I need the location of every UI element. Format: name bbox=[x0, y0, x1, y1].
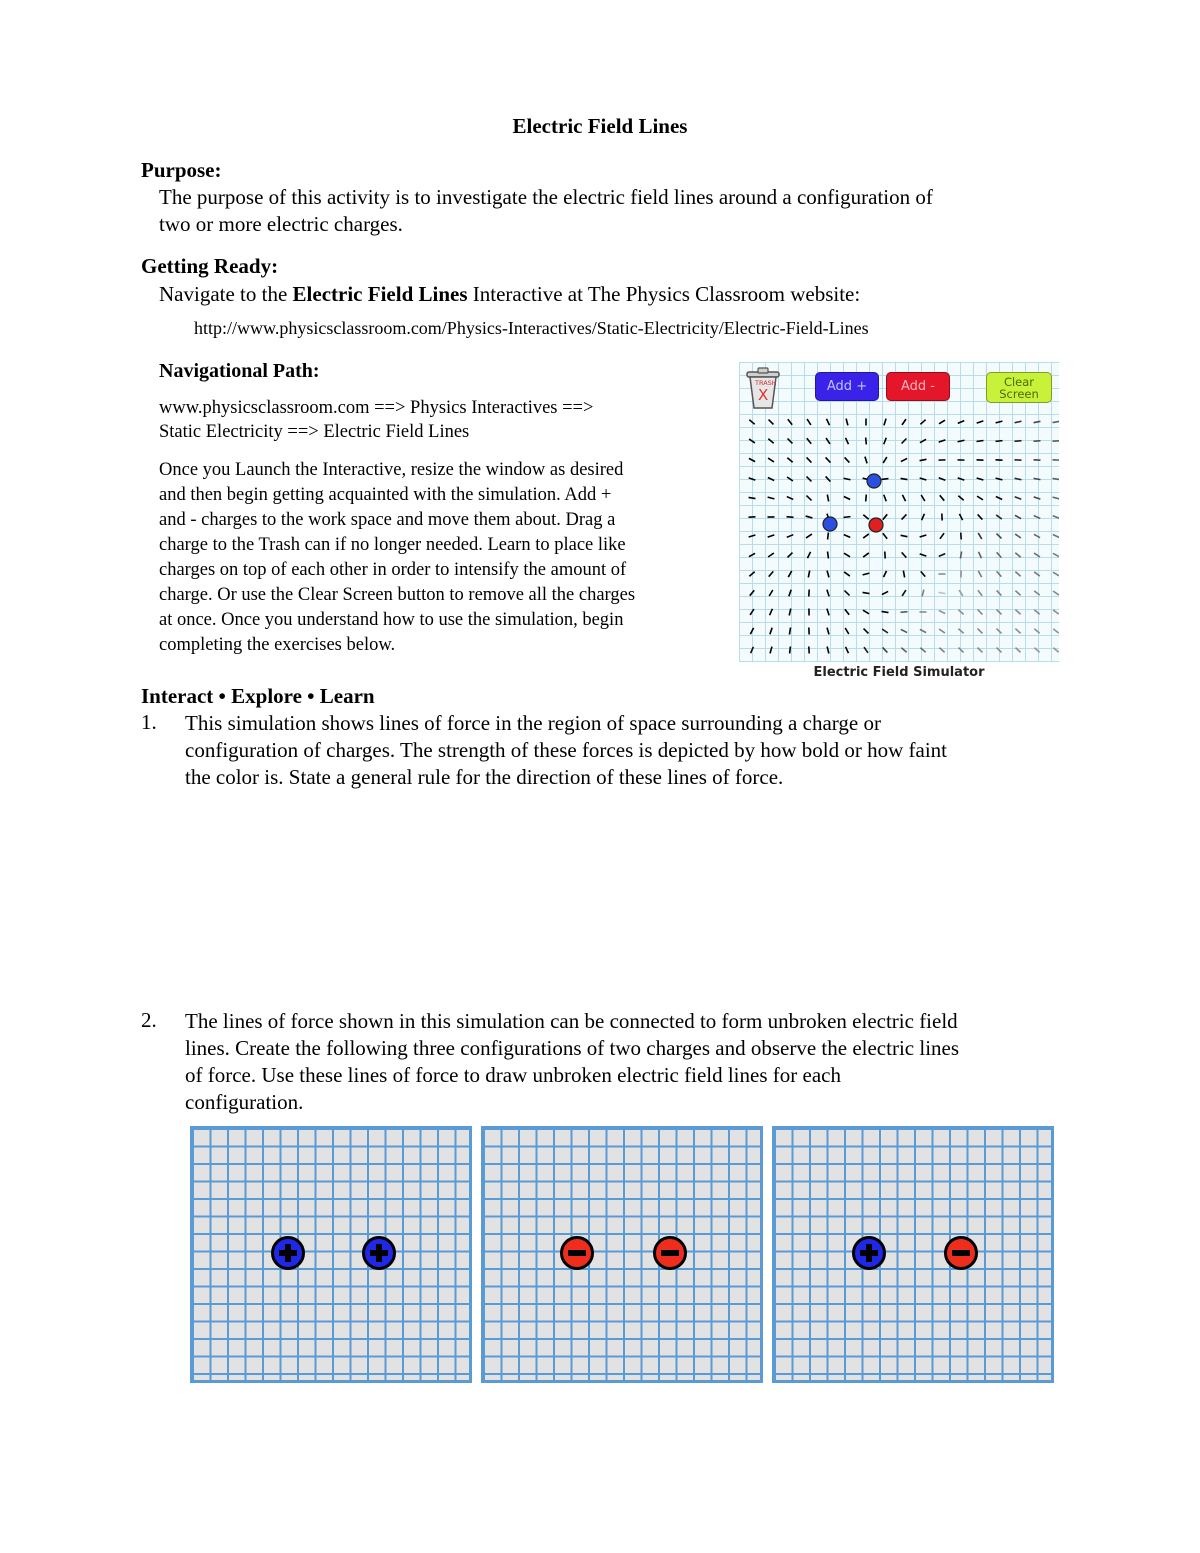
field-arrow bbox=[883, 514, 887, 519]
simulator-caption: Electric Field Simulator bbox=[813, 665, 985, 680]
field-arrow bbox=[920, 420, 925, 425]
field-arrow bbox=[827, 647, 829, 654]
question-line: The lines of force shown in this simulation can be connected to form unbroken electric field bbox=[185, 1009, 958, 1033]
section-heading: Interact • Explore • Learn bbox=[141, 684, 375, 708]
field-arrow bbox=[768, 553, 774, 557]
field-arrow bbox=[996, 441, 1003, 442]
config-grid-negative-negative bbox=[481, 1126, 763, 1383]
field-arrow bbox=[939, 478, 946, 480]
field-arrow bbox=[940, 533, 944, 539]
field-arrow bbox=[1015, 629, 1020, 634]
field-arrow bbox=[939, 440, 946, 442]
field-arrow bbox=[1034, 421, 1041, 422]
field-arrow bbox=[787, 535, 793, 538]
field-arrow bbox=[864, 629, 869, 634]
field-arrow bbox=[863, 553, 869, 557]
field-arrow bbox=[903, 571, 904, 578]
field-arrow bbox=[863, 592, 870, 593]
field-arrow bbox=[827, 590, 829, 597]
trash-can-icon bbox=[741, 366, 785, 410]
field-arrow bbox=[826, 457, 831, 462]
field-arrow bbox=[958, 440, 965, 442]
field-arrow bbox=[979, 552, 982, 558]
field-arrow bbox=[806, 534, 812, 538]
field-arrow bbox=[770, 609, 773, 615]
field-arrow bbox=[901, 629, 907, 632]
field-arrow bbox=[1034, 572, 1040, 576]
instruction-line: and - charges to the work space and move them about. Drag a bbox=[159, 510, 616, 530]
intro-text-before: Navigate to the bbox=[159, 282, 293, 306]
field-arrow bbox=[920, 478, 927, 480]
field-arrow bbox=[997, 571, 1002, 576]
field-arrow bbox=[882, 479, 889, 480]
field-arrow bbox=[1015, 515, 1021, 518]
instruction-line: Once you Launch the Interactive, resize the window as desired bbox=[159, 460, 624, 480]
field-arrow bbox=[788, 553, 793, 558]
field-arrows bbox=[739, 362, 1059, 662]
field-arrow bbox=[958, 496, 963, 501]
field-arrow bbox=[827, 419, 830, 425]
instruction-line: and then begin getting acquainted with the simulation. Add + bbox=[159, 485, 612, 505]
field-arrow bbox=[902, 495, 905, 501]
field-arrow bbox=[827, 495, 828, 502]
question-line: the color is. State a general rule for the direction of these lines of force. bbox=[185, 765, 784, 789]
field-arrow bbox=[1053, 648, 1058, 652]
clear-label-line-1: Clear bbox=[1003, 375, 1035, 389]
field-arrow bbox=[996, 421, 1003, 423]
field-arrow bbox=[940, 495, 944, 500]
field-arrow bbox=[1034, 516, 1040, 519]
field-arrow bbox=[996, 648, 1001, 653]
field-arrow bbox=[863, 573, 870, 575]
field-arrow bbox=[807, 438, 811, 443]
field-arrow bbox=[882, 591, 888, 594]
field-arrow bbox=[1034, 629, 1039, 634]
nav-path-line-1: www.physicsclassroom.com ==> Physics Interactives ==> bbox=[159, 398, 594, 418]
field-arrow bbox=[828, 533, 829, 540]
field-arrow bbox=[807, 552, 810, 558]
field-arrow bbox=[787, 477, 793, 481]
field-arrow bbox=[902, 419, 906, 425]
field-arrow bbox=[788, 439, 793, 444]
field-arrow bbox=[1034, 553, 1040, 557]
field-arrow bbox=[977, 478, 984, 480]
field-arrow bbox=[996, 515, 1002, 519]
field-arrow bbox=[770, 628, 772, 635]
field-arrow bbox=[1015, 553, 1020, 557]
field-arrow bbox=[1015, 648, 1020, 653]
field-arrow bbox=[769, 590, 773, 596]
field-arrow bbox=[996, 478, 1003, 480]
sim-positive-charge bbox=[823, 517, 837, 531]
field-arrow bbox=[827, 628, 829, 635]
field-arrow bbox=[1053, 535, 1059, 538]
question-2-number: 2. bbox=[141, 1008, 157, 1032]
field-arrow bbox=[958, 648, 963, 653]
field-arrow bbox=[883, 457, 887, 463]
instructions-paragraph bbox=[159, 458, 635, 658]
field-arrow bbox=[920, 648, 925, 653]
field-arrow bbox=[1015, 534, 1021, 538]
question-line: configuration of charges. The strength of these forces is depicted by how bold or how faint bbox=[185, 738, 948, 762]
getting-ready-heading: Getting Ready: bbox=[141, 254, 279, 278]
field-arrow bbox=[749, 572, 754, 577]
sim-positive-charge bbox=[867, 474, 881, 488]
field-arrow bbox=[939, 610, 945, 613]
field-arrow bbox=[863, 534, 869, 538]
positive-charge-icon bbox=[271, 1236, 305, 1270]
field-arrow bbox=[921, 495, 925, 501]
field-arrow bbox=[901, 535, 908, 536]
field-arrow bbox=[977, 629, 982, 634]
field-arrow bbox=[884, 419, 886, 426]
field-arrow bbox=[884, 495, 886, 502]
field-arrow bbox=[787, 497, 793, 500]
config-grid-positive-negative bbox=[772, 1126, 1054, 1383]
field-arrow bbox=[901, 478, 908, 479]
field-arrow bbox=[788, 419, 792, 424]
field-arrow bbox=[958, 610, 963, 615]
field-arrow bbox=[1015, 441, 1022, 442]
field-arrow bbox=[1034, 648, 1039, 653]
field-arrow bbox=[749, 478, 756, 480]
field-arrow bbox=[1053, 553, 1059, 556]
field-arrow bbox=[1015, 497, 1022, 500]
field-arrow bbox=[939, 554, 945, 557]
field-arrow bbox=[866, 495, 867, 502]
field-arrow bbox=[1053, 516, 1059, 518]
field-arrow bbox=[749, 497, 756, 498]
field-arrow bbox=[960, 552, 961, 559]
field-arrow bbox=[1015, 591, 1020, 596]
question-line: configuration. bbox=[185, 1090, 304, 1114]
field-arrow bbox=[901, 648, 906, 653]
field-arrow bbox=[939, 629, 945, 633]
getting-ready-intro bbox=[159, 281, 860, 308]
field-arrow bbox=[901, 458, 907, 461]
field-arrow bbox=[844, 535, 850, 538]
field-arrow bbox=[806, 496, 811, 501]
field-arrow bbox=[769, 571, 774, 576]
interactive-url[interactable]: http://www.physicsclassroom.com/Physics-Interactives/Static-Electricity/Electric-Field-Lines bbox=[194, 318, 869, 338]
field-arrow bbox=[1053, 497, 1059, 499]
field-arrow bbox=[958, 421, 964, 424]
field-arrow bbox=[939, 592, 946, 593]
intro-text-after: Interactive at The Physics Classroom website: bbox=[467, 282, 861, 306]
field-arrow bbox=[789, 628, 790, 635]
field-arrow bbox=[787, 517, 794, 518]
field-arrow bbox=[996, 629, 1001, 634]
question-2-text bbox=[185, 1008, 959, 1116]
field-arrow bbox=[978, 514, 983, 519]
instruction-line: charge to the Trash can if no longer needed. Learn to place like bbox=[159, 535, 626, 555]
field-arrow bbox=[978, 590, 982, 596]
nav-path-heading: Navigational Path: bbox=[159, 360, 320, 382]
field-arrow bbox=[768, 439, 773, 443]
field-arrow bbox=[1034, 610, 1039, 614]
field-arrow bbox=[844, 553, 850, 557]
purpose-heading: Purpose: bbox=[141, 158, 222, 182]
field-arrow bbox=[939, 648, 944, 653]
field-arrow bbox=[882, 611, 889, 612]
field-arrow bbox=[958, 478, 965, 480]
trash-label: TRASH bbox=[755, 379, 777, 387]
field-arrow bbox=[751, 647, 754, 653]
field-arrow bbox=[1015, 610, 1020, 615]
trash-x: X bbox=[758, 386, 769, 404]
field-arrow bbox=[806, 516, 813, 518]
positive-charge-icon bbox=[362, 1236, 396, 1270]
field-arrow bbox=[768, 477, 774, 480]
field-arrow bbox=[749, 553, 755, 556]
field-arrow bbox=[749, 458, 755, 461]
field-arrow bbox=[1034, 497, 1041, 499]
field-arrow bbox=[996, 496, 1002, 499]
field-arrow bbox=[920, 535, 927, 537]
field-arrow bbox=[863, 610, 869, 614]
negative-charge-icon bbox=[560, 1236, 594, 1270]
field-arrow bbox=[807, 457, 812, 462]
sim-negative-charge bbox=[869, 518, 883, 532]
field-arrow bbox=[750, 609, 754, 615]
purpose-line-1: The purpose of this activity is to investigate the electric field lines around a configuration of bbox=[159, 185, 933, 209]
field-arrow bbox=[922, 514, 925, 520]
field-arrow bbox=[902, 590, 906, 596]
question-line: lines. Create the following three configurations of two charges and observe the electric lines bbox=[185, 1036, 960, 1060]
field-arrow bbox=[977, 496, 983, 500]
field-arrow bbox=[978, 648, 983, 653]
field-arrow bbox=[902, 514, 907, 519]
field-arrow bbox=[807, 419, 811, 425]
field-arrow bbox=[1053, 572, 1059, 576]
field-arrow bbox=[808, 571, 809, 578]
question-1-text bbox=[185, 710, 947, 791]
field-arrow bbox=[1053, 421, 1059, 422]
field-arrow bbox=[920, 439, 926, 442]
field-arrow bbox=[1015, 421, 1022, 423]
field-arrow bbox=[844, 591, 849, 596]
field-arrow bbox=[768, 497, 775, 499]
field-arrow bbox=[921, 571, 926, 576]
field-arrow bbox=[1015, 572, 1020, 577]
field-arrow bbox=[977, 421, 984, 423]
field-arrow bbox=[826, 476, 831, 481]
field-arrow bbox=[789, 609, 791, 616]
field-arrow bbox=[939, 420, 945, 424]
field-arrow bbox=[788, 571, 791, 577]
field-arrow bbox=[770, 647, 772, 654]
negative-charge-icon bbox=[653, 1236, 687, 1270]
config-grid-positive-positive bbox=[190, 1126, 472, 1383]
field-arrow bbox=[884, 438, 887, 445]
field-arrow bbox=[958, 629, 963, 634]
field-arrow bbox=[920, 459, 927, 460]
nav-path-line-2: Static Electricity ==> Electric Field Lines bbox=[159, 422, 470, 442]
field-arrow bbox=[1034, 591, 1040, 595]
field-arrow bbox=[978, 571, 981, 577]
field-arrow bbox=[997, 610, 1002, 615]
field-arrow bbox=[827, 609, 829, 616]
add-negative-button: Add - bbox=[886, 372, 950, 401]
field-arrow bbox=[844, 517, 851, 518]
field-arrow bbox=[750, 628, 753, 634]
question-1-number: 1. bbox=[141, 710, 157, 734]
field-arrow bbox=[828, 552, 829, 559]
field-arrow bbox=[844, 478, 851, 480]
field-arrow bbox=[768, 458, 774, 462]
field-arrow bbox=[845, 628, 849, 634]
page-title: Electric Field Lines bbox=[512, 114, 688, 138]
field-arrow bbox=[863, 515, 868, 519]
field-arrow bbox=[1053, 478, 1059, 479]
instruction-line: charges on top of each other in order to intensify the amount of bbox=[159, 560, 627, 580]
field-arrow bbox=[790, 647, 791, 654]
clear-label-line-2: Screen bbox=[999, 387, 1039, 401]
field-arrow bbox=[749, 439, 755, 443]
field-arrow bbox=[1053, 629, 1059, 633]
field-arrow bbox=[901, 612, 908, 613]
field-arrow bbox=[846, 647, 849, 653]
field-arrow bbox=[789, 590, 791, 597]
positive-charge-icon bbox=[852, 1236, 886, 1270]
field-arrow bbox=[749, 535, 756, 537]
field-arrow bbox=[920, 554, 927, 556]
field-arrow bbox=[866, 438, 867, 445]
field-arrow bbox=[826, 438, 830, 444]
purpose-line-2: two or more electric charges. bbox=[159, 212, 403, 236]
question-line: of force. Use these lines of force to draw unbroken electric field lines for each bbox=[185, 1063, 841, 1087]
field-arrow bbox=[997, 552, 1002, 557]
add-positive-button: Add + bbox=[815, 372, 879, 401]
field-arrow bbox=[922, 590, 924, 597]
field-arrow bbox=[920, 629, 926, 632]
field-arrow bbox=[959, 514, 962, 520]
field-arrow bbox=[845, 609, 849, 615]
clear-screen-button bbox=[986, 372, 1052, 403]
field-arrow bbox=[749, 420, 754, 425]
field-arrow bbox=[845, 457, 850, 462]
field-arrow bbox=[768, 535, 775, 537]
field-arrow bbox=[787, 458, 792, 463]
instruction-line: at once. Once you understand how to use the simulation, begin bbox=[159, 610, 624, 630]
intro-interactive-name: Electric Field Lines bbox=[292, 282, 468, 306]
field-arrow bbox=[844, 496, 850, 499]
field-arrow bbox=[977, 440, 984, 441]
field-arrow bbox=[997, 590, 1002, 595]
field-arrow bbox=[1034, 534, 1040, 537]
instruction-line: completing the exercises below. bbox=[159, 635, 396, 655]
field-arrow bbox=[1015, 478, 1022, 480]
field-arrow bbox=[750, 590, 755, 595]
field-arrow bbox=[1034, 478, 1041, 479]
field-arrow bbox=[978, 533, 982, 539]
negative-charge-icon bbox=[944, 1236, 978, 1270]
instruction-line: charge. Or use the Clear Screen button to remove all the charges bbox=[159, 585, 636, 605]
field-arrow bbox=[978, 609, 983, 614]
field-arrow bbox=[902, 439, 907, 444]
field-arrow bbox=[807, 477, 812, 482]
field-arrow bbox=[883, 571, 886, 577]
simulator-screenshot bbox=[739, 362, 1059, 682]
field-arrow bbox=[902, 552, 907, 557]
field-arrow bbox=[1034, 441, 1041, 442]
field-arrow bbox=[827, 571, 829, 578]
field-arrow bbox=[882, 629, 888, 633]
field-arrow bbox=[959, 590, 963, 596]
field-arrow bbox=[846, 438, 849, 444]
field-arrow bbox=[997, 534, 1002, 539]
field-arrow bbox=[883, 533, 887, 538]
field-arrow bbox=[769, 420, 774, 425]
field-arrow bbox=[846, 419, 848, 426]
question-line: This simulation shows lines of force in the region of space surrounding a charge or bbox=[185, 711, 881, 735]
field-arrow bbox=[844, 572, 850, 576]
field-arrow bbox=[883, 647, 888, 652]
field-arrow bbox=[865, 457, 867, 464]
field-arrow bbox=[1053, 591, 1059, 595]
field-arrow bbox=[1053, 610, 1059, 614]
field-arrow bbox=[864, 647, 868, 653]
